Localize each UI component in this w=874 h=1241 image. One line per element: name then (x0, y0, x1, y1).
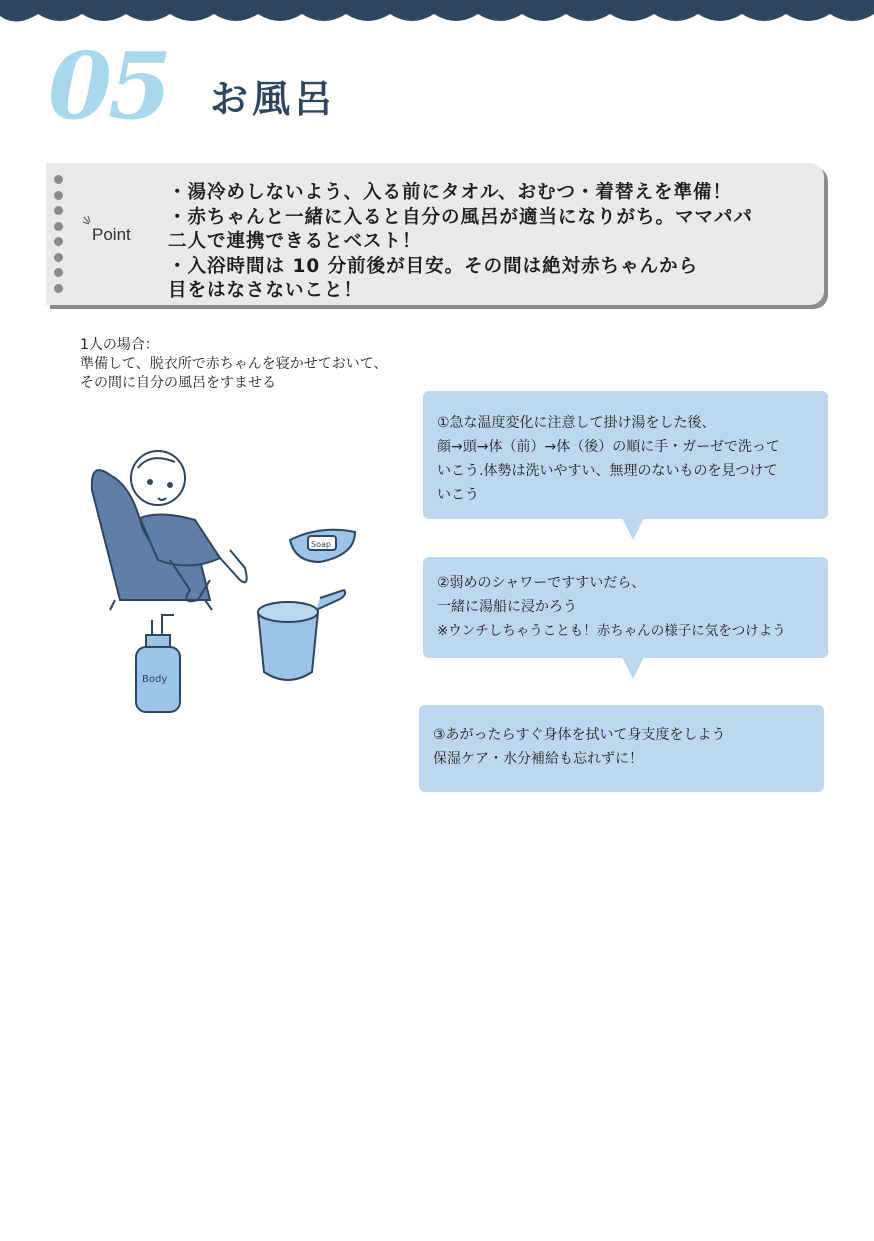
step-line: 一緒に湯船に浸かろう (437, 599, 577, 615)
point-text (168, 181, 808, 304)
soap-dish-icon (290, 530, 355, 562)
step-2-arrow (622, 657, 644, 679)
step-line: いこう.体勢は洗いやすい、無理のないものを見つけて (437, 463, 778, 479)
step-2-bubble (423, 557, 828, 658)
baby-bath-illustration (80, 440, 380, 730)
binder-holes (54, 175, 63, 299)
solo-line: その間に自分の風呂をすませる (80, 375, 276, 391)
section-title: お風呂 (210, 77, 337, 121)
step-1-bubble (423, 391, 828, 519)
baby-bouncer-icon (92, 451, 247, 610)
step-line: ①急な温度変化に注意して掛け湯をした後、 (437, 415, 716, 431)
point-line: ・湯冷めしないよう、入る前にタオル、おむつ・着替えを準備！ (168, 182, 733, 203)
point-line: ・赤ちゃんと一緒に入ると自分の風呂が適当になりがち。ママパパ (168, 206, 753, 228)
point-line: ・入浴時間は 10 分前後が目安。その間は絶対赤ちゃんから (168, 255, 699, 277)
step-1-arrow (622, 518, 644, 540)
point-line: 二人で連携できるとベスト！ (168, 231, 422, 252)
body-soap-bottle-icon (136, 615, 180, 712)
solo-case-text (80, 336, 387, 393)
solo-line: 1人の場合： (80, 337, 159, 353)
section-number: 05 (48, 32, 169, 140)
step-line: ※ウンチしちゃうことも！赤ちゃんの様子に気をつけよう (437, 623, 786, 639)
step-line: ②弱めのシャワーですすいだら、 (437, 575, 646, 591)
step-3-bubble (419, 705, 824, 792)
wash-bowl-icon (258, 590, 345, 680)
top-wave-border (0, 0, 874, 30)
point-label: Point (92, 225, 131, 244)
step-line: 保湿ケア・水分補給も忘れずに！ (433, 751, 643, 767)
soap-label: Soap (311, 540, 331, 549)
point-line: 目をはなさないこと！ (168, 280, 364, 301)
step-line: ③あがったらすぐ身体を拭いて身支度をしよう (433, 727, 726, 743)
step-line: 顔→頭→体（前）→体（後）の順に手・ガーゼで洗って (437, 439, 780, 455)
bottle-label: Body (142, 674, 168, 685)
point-box (46, 163, 824, 305)
solo-line: 準備して、脱衣所で赤ちゃんを寝かせておいて、 (80, 356, 388, 372)
step-line: いこう (437, 487, 479, 503)
